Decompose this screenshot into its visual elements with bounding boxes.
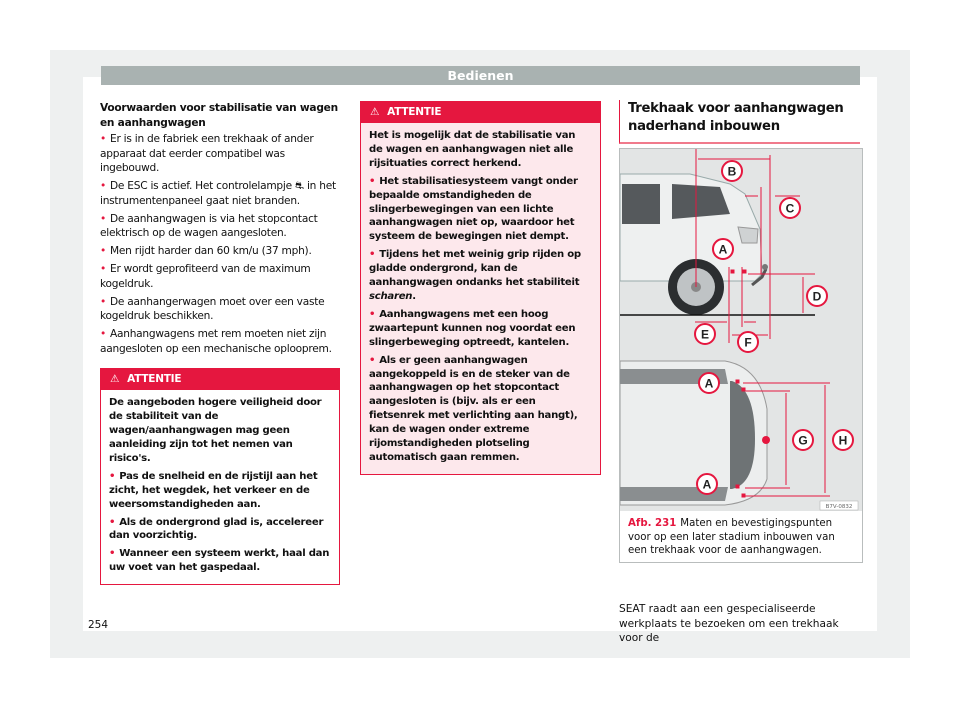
section-header: Bedienen: [101, 66, 860, 85]
warning-title: ATTENTIE: [387, 106, 442, 118]
callout-label-d: D: [812, 289, 822, 304]
towbar-diagram: [620, 149, 862, 511]
bullet-item: [109, 516, 331, 544]
warning-intro: Het is mogelijk dat de stabilisatie van de wagen en aanhangwagen niet alle rijsituaties correct herkend.: [369, 130, 576, 169]
bullet-item: [100, 132, 340, 176]
caption-text: Maten en bevestigingspunten voor op een later stadium inbouwen van een trekhaak voor de aanhangwagen.: [628, 518, 835, 557]
bullet-item: [100, 327, 340, 356]
warning-box: [100, 368, 340, 585]
bullet-item: [100, 212, 340, 241]
warning-triangle-icon: ⚠: [110, 373, 120, 386]
callout-label-c: C: [785, 201, 795, 216]
callout-label-a: A: [702, 477, 712, 492]
bullet-text: Men rijdt harder dan 60 km/u (37 mph).: [110, 245, 312, 258]
figure-code: B7V-0832: [825, 504, 853, 510]
bullet-item: [369, 175, 592, 245]
figure-caption: [620, 511, 862, 564]
section-heading: Voorwaarden voor stabilisatie van wagen en aanhangwagen: [100, 102, 338, 129]
bullet-text: Aanhangwagens met rem moeten niet zijn aangesloten op een mechanische oplooprem.: [100, 328, 332, 355]
bullet-text: De aanhangwagen is via het stopcontact elektrisch op de wagen aangesloten.: [100, 212, 318, 240]
bullet-item: [100, 295, 340, 324]
callout-label-h: H: [838, 433, 848, 448]
bullet-item: [109, 470, 331, 512]
bullet-text: Aanhangwagens met een hoog zwaartepunt kunnen nog voordat een slingerbeweging optreedt, kantelen.: [369, 308, 576, 348]
warning-intro: De aangeboden hogere veiligheid door de stabiliteit van de wagen/aanhangwagen mag geen aanleiding zijn tot het nemen van risico's.: [109, 397, 322, 464]
warning-header: [101, 369, 339, 390]
callout-label-a: A: [704, 376, 714, 391]
page-number: 254: [88, 619, 109, 631]
bullet-item: [100, 244, 340, 259]
callout-label-a: A: [718, 242, 728, 257]
bullet-text: Er is in de fabriek een trekhaak of ander apparaat dat eerder compatibel was ingebouwd.: [100, 133, 314, 175]
warning-header: [361, 102, 600, 123]
bullet-item: [369, 248, 592, 304]
bullet-text: Als de ondergrond glad is, accelereer dan voorzichtig.: [109, 516, 324, 542]
figure-number: Afb. 231: [628, 518, 677, 529]
warning-title: ATTENTIE: [127, 373, 182, 386]
bullet-item: [100, 262, 340, 291]
bullet-text: De aanhangerwagen moet over een vaste kogeldruk beschikken.: [100, 295, 325, 323]
bullet-item: [369, 308, 592, 350]
bullet-text: Er wordt geprofiteerd van de maximum kogeldruk.: [100, 263, 311, 290]
callout-label-b: B: [727, 164, 737, 179]
bullet-item: [109, 547, 331, 575]
bullet-text: Het stabilisatiesysteem vangt onder bepaalde omstandigheden de slingerbewegingen van een lichte aanhangwagen niet op, waardoor het systeem de bewegingen niet dempt.: [369, 175, 578, 243]
callout-label-e: E: [700, 327, 710, 342]
punctuation: .: [412, 290, 416, 302]
bullet-text: Wanneer een systeem werkt, haal dan uw voet van het gaspedaal.: [109, 548, 330, 574]
bullet-item: [100, 179, 340, 208]
bullet-text: Pas de snelheid en de rijstijl aan het zicht, het wegdek, het verkeer en de weersomstandigheden aan.: [109, 470, 318, 510]
bullet-text: Als er geen aanhangwagen aangekoppeld is en de steker van de aanhangwagen op het stopcontact aangesloten is (bijv. als er een fietsenrek met verlichting aan hangt), kan de wagen onder extreme rijomstandigheden plotseling automatisch gaan remmen.: [369, 354, 578, 463]
figure: [619, 148, 863, 563]
bullet-item: [369, 354, 592, 465]
body-text: SEAT raadt aan een gespecialiseerde werkplaats te bezoeken om een trekhaak voor de: [619, 603, 839, 645]
callout-label-f: F: [744, 335, 752, 350]
warning-triangle-icon: ⚠: [370, 106, 380, 118]
bullet-text: Tijdens het met weinig grip rijden op gladde ondergrond, kan de aanhangwagen ondanks het stabiliteit: [369, 249, 581, 289]
callout-label-g: G: [798, 433, 808, 448]
column-2: [360, 101, 601, 475]
section-title: Trekhaak voor aanhangwagen naderhand inbouwen: [619, 100, 860, 144]
italic-term: scharen: [369, 290, 413, 302]
column-1: [100, 101, 340, 585]
warning-box: [360, 101, 601, 475]
bullet-text: De ESC is actief. Het controlelampje ⛐ in het instrumentenpaneel gaat niet branden.: [100, 180, 336, 207]
